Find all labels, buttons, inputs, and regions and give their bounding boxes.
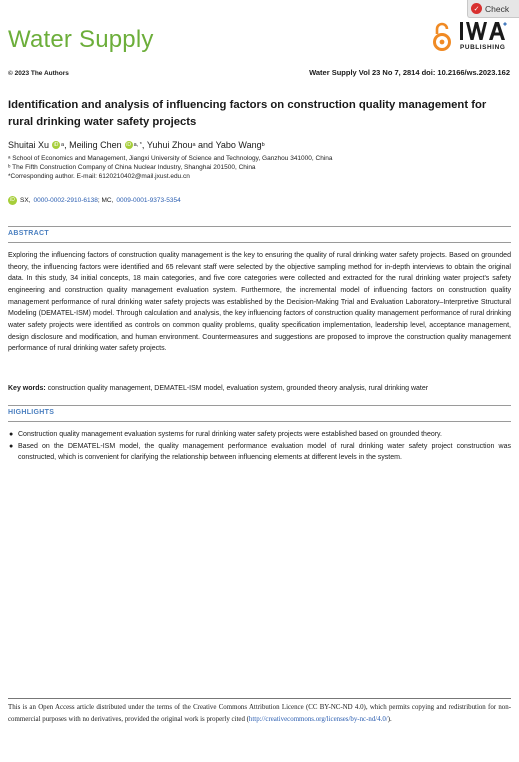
journal-title: Water Supply	[8, 26, 154, 53]
license-link[interactable]: http://creativecommons.org/licenses/by-nc-nd/4.0/	[248, 716, 388, 723]
author-name: Yabo Wang	[215, 140, 262, 150]
author-sep: ,	[141, 140, 147, 150]
license-end: ).	[387, 716, 392, 723]
highlight-item	[8, 441, 511, 464]
author-list	[8, 140, 265, 150]
paper-title: Identification and analysis of influencing factors on construction quality management for rural drinking water safety projects	[8, 99, 487, 128]
keywords-label: Key words:	[8, 385, 46, 392]
bullet-icon: ●	[9, 442, 14, 450]
author-affil-mark: b	[261, 142, 265, 148]
author-name: Meiling Chen	[69, 140, 122, 150]
author-affil-mark: a	[192, 142, 196, 148]
author-name: Yuhui Zhou	[146, 140, 193, 150]
orcid-sx-link[interactable]: 0000-0002-2910-6138	[33, 197, 98, 204]
abstract-body: Exploring the influencing factors of construction quality management is the key to ensuring the quality of rural drinking water safety projects. Based on grounded theory, the influencing factors were identified and 65 relevant staff were selected by the objective sampling method for in-depth interviews to obtain the original data. In this study, 34 initial concepts, 18 main categories, and five core categories were collected and extracted for the rural drinking water project's safety engineering and construction quality management evaluation system. Furthermore, the incremental model of influencing factors on construction quality management performance of rural drinking water safety projects was established by the Decision-Making Trial and Evaluation Laboratory–Interpretive Structural Modeling (DEMATEL-ISM) model. Through calculation and analysis, the key influencing factors of construction quality management performance of rural drinking water safety projects were identified as controls on common quality problems, quality specification implementation, leadership level, acceptance management, design disclosure and modification, and human environment. Countermeasures and suggestions are proposed to improve the construction quality management performance of rural drinking water safety projects.	[8, 252, 511, 353]
corresponding-author: *Corresponding author. E-mail: 6120210402@mail.jxust.edu.cn	[8, 173, 190, 180]
affiliation-a: ᵃ School of Economics and Management, Jiangxi University of Science and Technology, Ganzhou 341000, China	[8, 155, 333, 162]
check-label: Check	[485, 3, 510, 14]
orcid-icon[interactable]: iD	[53, 142, 59, 148]
publisher-sub: PUBLISHING	[460, 44, 506, 51]
orcid-icon: iD	[8, 196, 17, 205]
open-access-icon	[430, 22, 454, 52]
author-sep: ,	[64, 140, 70, 150]
keywords	[8, 385, 511, 392]
orcid-sx-label: SX,	[20, 197, 31, 204]
section-divider	[8, 242, 511, 243]
highlights-heading: HIGHLIGHTS	[8, 409, 55, 416]
orcid-icon[interactable]: iD	[126, 142, 131, 148]
orcid-mc-label: ; MC,	[97, 197, 114, 204]
orcid-mc-link[interactable]: 0009-0001-9373-5354	[116, 197, 181, 204]
citation-line: Water Supply Vol 23 No 7, 2814 doi: 10.2166/ws.2023.162	[309, 68, 510, 77]
check-updates-icon: ✓	[471, 3, 482, 14]
check-for-updates-button[interactable]	[467, 0, 519, 18]
iwa-publishing-logo	[459, 20, 511, 54]
bullet-icon: ●	[9, 431, 14, 438]
highlight-item	[8, 429, 511, 441]
author-sep: and	[195, 140, 216, 150]
author-affil-mark: a, *	[133, 142, 142, 148]
license-footer	[8, 702, 511, 726]
author-affil-mark: a	[61, 142, 65, 148]
section-divider	[8, 226, 511, 227]
section-divider	[8, 421, 511, 422]
highlight-text: Construction quality management evaluation systems for rural drinking water safety projects were established based on grounded theory.	[18, 431, 442, 438]
author-name: Shuitai Xu	[8, 140, 50, 150]
footer-divider	[8, 698, 511, 699]
section-divider	[8, 405, 511, 406]
orcid-ids	[8, 196, 181, 205]
affiliation-b: ᵇ The Fifth Construction Company of China Nuclear Industry, Shanghai 201500, China	[8, 164, 256, 171]
keywords-list: construction quality management, DEMATEL-ISM model, evaluation system, grounded theory analysis, rural drinking water	[47, 385, 429, 392]
license-text: This is an Open Access article distributed under the terms of the Creative Commons Attribution Licence (CC BY-NC-ND 4.0), which permits copying and redistribution for non-commercial purposes with no derivatives, provided the original work is properly cited (	[8, 704, 511, 723]
abstract-heading: ABSTRACT	[8, 230, 49, 237]
highlights-list	[8, 429, 511, 464]
highlight-text: Based on the DEMATEL-ISM model, the quality management performance evaluation model of rural drinking water safety project construction was constructed, which is convenient for clarifying the relationship between influencing elements at different levels in the system.	[18, 442, 511, 462]
copyright-notice: © 2023 The Authors	[8, 70, 69, 77]
